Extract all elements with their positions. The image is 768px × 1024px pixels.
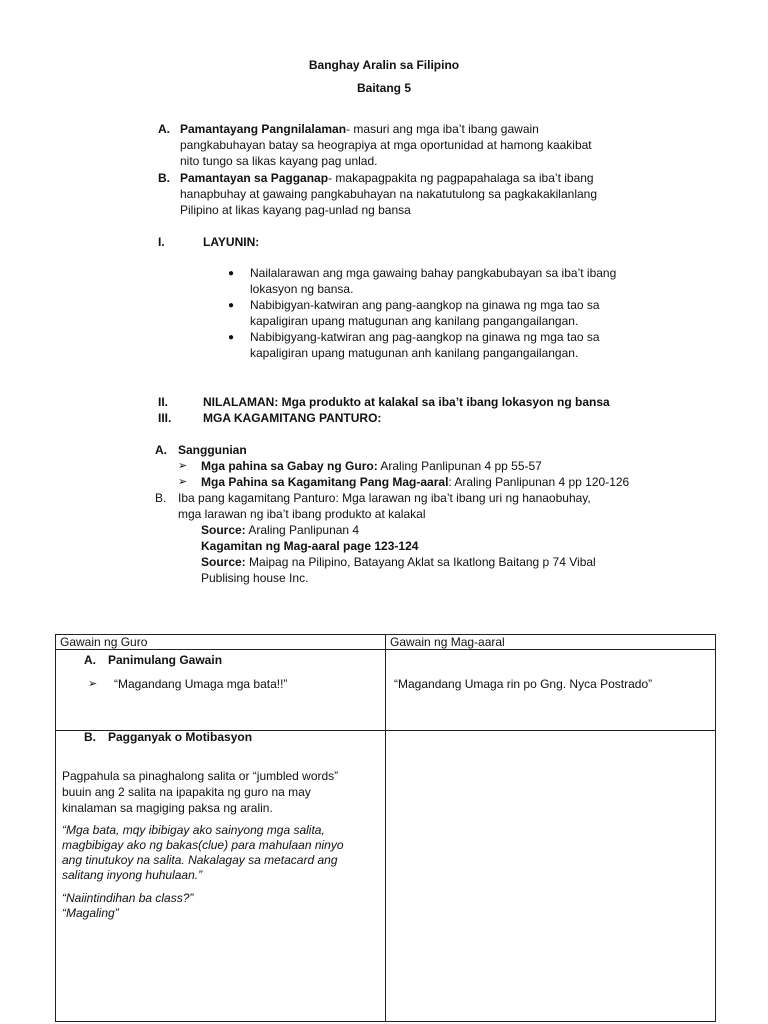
objective-2-line2: kapaligiran upang matugunan ang kanilang pangangailangan. <box>250 314 579 328</box>
arrow-bullet-icon: ➢ <box>178 460 188 472</box>
bullet-icon: ● <box>228 268 235 279</box>
instruction-line: “Mga bata, mqy ibibigay ako sainyong mga salita, <box>62 823 325 837</box>
grade-level: Baitang 5 <box>356 81 411 95</box>
standard-a-line2: pangkabuhayan batay sa heograpiya at mga oportunidad at hamong kaakibat <box>180 138 592 152</box>
instruction-line: salitang inyong huhulaan.” <box>62 868 203 882</box>
activity-line: kinalaman sa magiging paksa ng aralin. <box>62 801 273 815</box>
instruction-line: magbibigay ako ng bakas(clue) para mahulaan ninyo <box>62 838 344 852</box>
other-materials-line2: mga larawan ng iba’t ibang produkto at kalakal <box>178 507 426 521</box>
teacher-column-header: Gawain ng Guro <box>60 635 148 649</box>
standard-b-line1 <box>180 170 680 186</box>
materials-numeral: III. <box>158 411 172 425</box>
standard-a-label: Pamantayang Pangnilalaman <box>180 122 347 136</box>
table-row <box>56 650 716 731</box>
source-1 <box>201 522 359 538</box>
arrow-bullet-icon: ➢ <box>178 476 188 488</box>
materials-heading: MGA KAGAMITANG PANTURO: <box>203 411 382 425</box>
bullet-icon: ● <box>228 300 235 311</box>
question-line: “Naiintindihan ba class?” <box>62 891 194 905</box>
objective-2-line1: Nabibigyan-katwiran ang pang-aangkop na ginawa ng mga tao sa <box>250 298 600 312</box>
reference-2-label: Mga Pahina sa Kagamitang Pang Mag-aaral <box>201 475 449 489</box>
student-material-pages: Kagamitan ng Mag-aaral page 123-124 <box>201 539 419 553</box>
objective-1-line1: Nailalarawan ang mga gawaing bahay pangkabubayan sa iba’t ibang <box>250 266 617 280</box>
question-line: “Magaling” <box>62 906 119 920</box>
student-greeting: “Magandang Umaga rin po Gng. Nyca Postrado” <box>394 677 653 691</box>
other-materials-letter: B. <box>155 491 167 505</box>
source-2-label: Source: <box>201 555 246 569</box>
content-heading: NILALAMAN: Mga produkto at kalakal sa iba’t ibang lokasyon ng bansa <box>203 395 610 409</box>
objectives-numeral: I. <box>158 235 165 249</box>
reference-2 <box>201 474 629 490</box>
reference-1 <box>201 458 542 474</box>
student-column-header: Gawain ng Mag-aaral <box>390 635 505 649</box>
content-numeral: II. <box>158 395 169 409</box>
source-2-value: Maipag na Pilipino, Batayang Aklat sa Ikatlong Baitang p 74 Vibal <box>245 555 596 569</box>
activity-line: buuin ang 2 salita na ipapakita ng guro na may <box>62 785 311 799</box>
source-1-value: Araling Panlipunan 4 <box>245 523 360 537</box>
bullet-icon: ● <box>228 332 235 343</box>
row-b-letter: B. <box>84 730 96 744</box>
lesson-activities-table <box>55 634 716 1022</box>
standard-a-line1 <box>180 121 680 137</box>
reference-2-value: : Araling Panlipunan 4 pp 120-126 <box>448 475 630 489</box>
table-row <box>56 731 716 1022</box>
activity-line: Pagpahula sa pinaghalong salita or “jumbled words” <box>62 769 339 783</box>
activity-description <box>62 768 338 816</box>
source-1-label: Source: <box>201 523 246 537</box>
standard-b-line3: Pilipino at likas kayang pag-unlad ng bansa <box>180 203 411 217</box>
objective-1-line2: lokasyon ng bansa. <box>250 282 354 296</box>
standard-a-rest: - masuri ang mga iba’t ibang gawain <box>346 122 539 136</box>
objective-3-line1: Nabibigyang-katwiran ang pag-aangkop na ginawa ng mga tao sa <box>250 330 600 344</box>
standard-b-letter: B. <box>158 171 170 185</box>
student-response-cell <box>386 731 716 1022</box>
standard-b-line2: hanapbuhay at gawaing pangkabuhayan na nakatutulong sa pagkakakilanlang <box>180 187 598 201</box>
other-materials-line1: Iba pang kagamitang Panturo: Mga larawan ng iba’t ibang uri ng hanaobuhay, <box>178 491 591 505</box>
document-title: Banghay Aralin sa Filipino <box>308 58 460 72</box>
objective-3-line2: kapaligiran upang matugunan anh kanilang pangangailangan. <box>250 346 579 360</box>
row-b-heading: Pagganyak o Motibasyon <box>108 730 253 744</box>
source-2-continued: Publising house Inc. <box>201 571 309 585</box>
standard-b-rest: - makapagpakita ng pagpapahalaga sa iba’t ibang <box>328 171 594 185</box>
reference-1-value: Araling Panlipunan 4 pp 55-57 <box>377 459 542 473</box>
table-header-row <box>56 635 716 650</box>
teacher-questions <box>62 891 193 921</box>
references-heading: Sanggunian <box>178 443 247 457</box>
teacher-instructions <box>62 823 344 883</box>
arrow-bullet-icon: ➢ <box>88 678 98 690</box>
standard-a-line3: nito tungo sa likas kayang pag unlad. <box>180 154 378 168</box>
teacher-greeting: “Magandang Umaga mga bata!!” <box>114 677 288 691</box>
row-a-heading: Panimulang Gawain <box>108 653 223 667</box>
row-a-letter: A. <box>84 653 96 667</box>
instruction-line: ang tinutukoy na salita. Nakalagay sa metacard ang <box>62 853 338 867</box>
source-2 <box>201 554 596 570</box>
standard-a-letter: A. <box>158 122 170 136</box>
reference-1-label: Mga pahina sa Gabay ng Guro: <box>201 459 378 473</box>
standard-b-label: Pamantayan sa Pagganap <box>180 171 329 185</box>
objectives-heading: LAYUNIN: <box>203 235 260 249</box>
references-letter: A. <box>155 443 167 457</box>
